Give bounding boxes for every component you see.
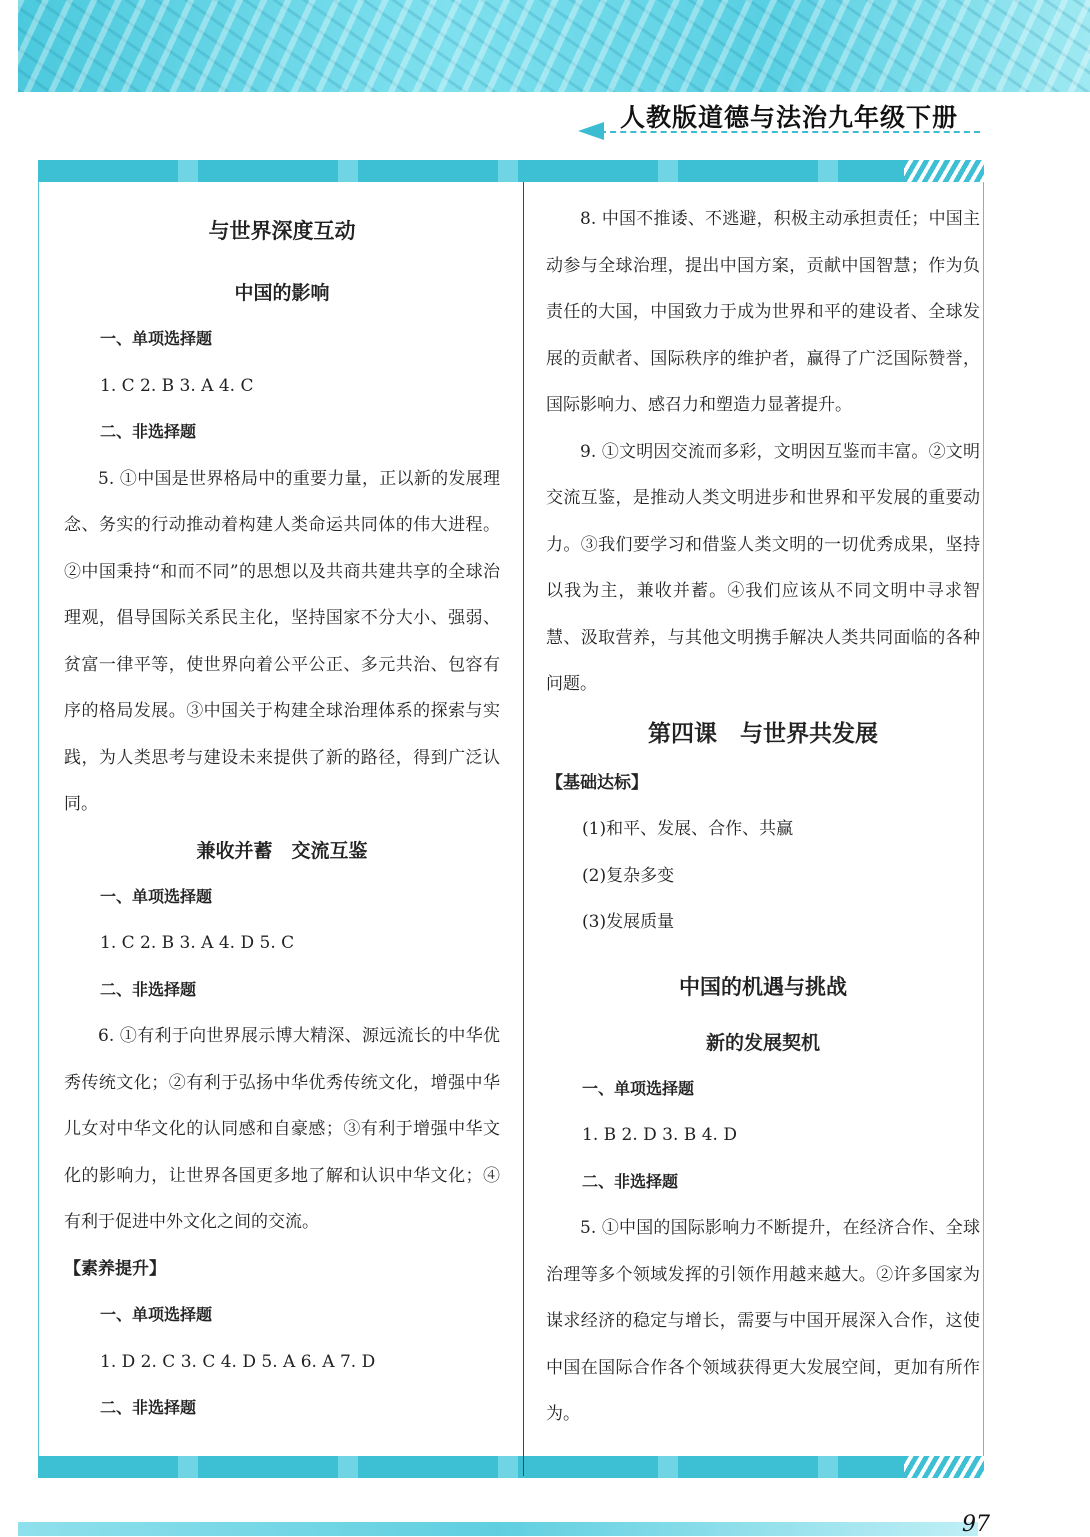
answer-paragraph: 9. ①文明因交流而多彩，文明因互鉴而丰富。②文明交流互鉴，是推动人类文明进步和世界和平发展的重要动力。③我们要学习和借鉴人类文明的一切优秀成果，坚持以我为主，兼收并蓄。④我们应该从不同文明中寻求智慧、汲取营养，与其他文明携手解决人类共同面临的各种问题。 (546, 441, 980, 694)
bottom-decor-band (38, 1456, 984, 1478)
section-heading: 一、单项选择题 (100, 1305, 213, 1324)
section-heading: 二、非选择题 (100, 422, 197, 441)
book-title: 人教版道德与法治九年级下册 (620, 103, 959, 132)
answer-line: 1. D 2. C 3. C 4. D 5. A 6. A 7. D (100, 1351, 376, 1372)
stripe-decor (904, 1456, 984, 1478)
lesson-title: 兼收并蓄 交流互鉴 (196, 839, 368, 862)
answer-paragraph: 5. ①中国是世界格局中的重要力量，正以新的发展理念、务实的行动推动着构建人类命运共同体的伟大进程。②中国秉持“和而不同”的思想以及共商共建共享的全球治理观，倡导国际关系民主化，坚持国家不分大小、强弱、贫富一律平等，使世界向着公平公正、多元共治、包容有序的格局发展。③中国关于构建全球治理体系的探索与实践，为人类思考与建设未来提供了新的路径，得到广泛认同。 (64, 468, 500, 814)
answer-line: 1. C 2. B 3. A 4. D 5. C (100, 933, 295, 953)
stripe-decor (904, 160, 984, 182)
section-heading: 二、非选择题 (100, 979, 197, 999)
answer-line: (3)发展质量 (582, 912, 675, 932)
answer-line: 1. C 2. B 3. A 4. C (100, 375, 254, 396)
section-heading: 一、单项选择题 (100, 329, 213, 348)
section-heading: 一、单项选择题 (100, 886, 213, 906)
answer-line: 1. B 2. D 3. B 4. D (582, 1125, 737, 1145)
section-heading: 二、非选择题 (582, 1171, 679, 1191)
header-banner-image (18, 0, 1090, 92)
section-heading: 二、非选择题 (100, 1398, 197, 1417)
lesson-title: 第四课 与世界共发展 (648, 720, 878, 747)
answer-paragraph: 8. 中国不推诿、不逃避，积极主动承担责任；中国主动参与全球治理，提出中国方案，贡献中国智慧；作为负责任的大国，中国致力于成为世界和平的建设者、全球发展的贡献者、国际秩序的维护者，赢得了广泛国际赞誉，国际影响力、感召力和塑造力显著提升。 (546, 209, 980, 415)
bracket-heading: 【素养提升】 (64, 1258, 166, 1279)
column-divider (523, 182, 524, 1476)
answer-line: (2)复杂多变 (582, 865, 675, 886)
unit-title: 中国的机遇与挑战 (679, 974, 847, 999)
answer-paragraph: 6. ①有利于向世界展示博大精深、源远流长的中华优秀传统文化；②有利于弘扬中华优秀传统文化，增强中华儿女对中华文化的认同感和自豪感；③有利于增强中华文化的影响力，让世界各国更多地了解和认识中华文化；④有利于促进中外文化之间的交流。 (64, 1026, 500, 1232)
lesson-title: 中国的影响 (234, 282, 330, 304)
answer-line: (1)和平、发展、合作、共赢 (582, 819, 794, 839)
right-column (546, 196, 980, 1438)
top-decor-band (38, 160, 984, 182)
answer-paragraph: 5. ①中国的国际影响力不断提升，在经济合作、全球治理等多个领域发挥的引领作用越来越大。②许多国家为谋求经济的稳定与增长，需要与中国开展深入合作，这使中国在国际合作各个领域获得更大发展空间，更加有所作为。 (546, 1218, 980, 1424)
footer-decor-strip (18, 1522, 978, 1536)
unit-title: 与世界深度互动 (208, 219, 356, 243)
page-number: 97 (962, 1512, 990, 1537)
bracket-heading: 【基础达标】 (546, 772, 648, 793)
left-column (64, 196, 500, 1432)
lesson-title: 新的发展契机 (705, 1031, 820, 1054)
section-heading: 一、单项选择题 (582, 1078, 695, 1098)
